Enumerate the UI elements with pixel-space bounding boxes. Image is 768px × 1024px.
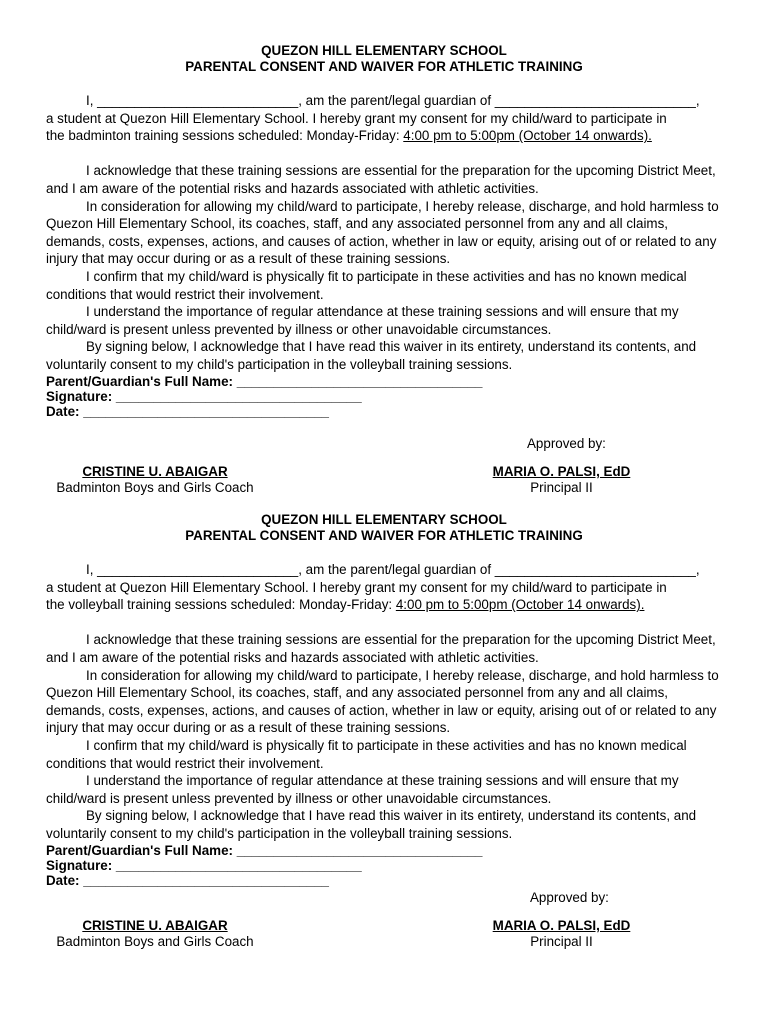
consent-form-badminton — [46, 43, 722, 516]
intro-line: I, ___________________________, am the parent/legal guardian of ___________________________, — [86, 562, 700, 577]
intro-line: a student at Quezon Hill Elementary School. I hereby grant my consent for my child/ward to participate in — [46, 579, 667, 595]
guardian-name-line: Parent/Guardian's Full Name: _________________________________ — [46, 373, 483, 389]
intro-line: a student at Quezon Hill Elementary School. I hereby grant my consent for my child/ward to participate in — [46, 110, 667, 126]
guardian-name-line: Parent/Guardian's Full Name: _________________________________ — [46, 842, 483, 858]
intro-line — [46, 127, 722, 145]
signature-line: Signature: _________________________________ — [46, 857, 362, 873]
schedule-text: 4:00 pm to 5:00pm (October 14 onwards). — [395, 597, 645, 613]
paragraph-acknowledge: I acknowledge that these training sessions are essential for the preparation for the upcoming District Meet, and I am aware of the potential risks and hazards associated with athletic activities. — [46, 632, 716, 665]
schedule-text: 4:00 pm to 5:00pm (October 14 onwards). — [403, 128, 652, 144]
coach-role: Badminton Boys and Girls Coach — [56, 934, 254, 950]
intro-line — [46, 596, 722, 614]
paragraph-consent: By signing below, I acknowledge that I have read this waiver in its entirety, understand its contents, and voluntarily consent to my child's participation in the volleyball training sessions. — [46, 339, 697, 372]
coach-role: Badminton Boys and Girls Coach — [56, 480, 254, 496]
form-title: PARENTAL CONSENT AND WAIVER FOR ATHLETIC TRAINING — [185, 528, 583, 543]
paragraph-consent: By signing below, I acknowledge that I have read this waiver in its entirety, understand its contents, and voluntarily consent to my child's participation in the volleyball training sessions. — [46, 808, 697, 841]
coach-name: CRISTINE U. ABAIGAR — [82, 464, 228, 480]
consent-form-volleyball — [46, 512, 722, 970]
school-name: QUEZON HILL ELEMENTARY SCHOOL — [261, 512, 507, 527]
paragraph-attendance: I understand the importance of regular attendance at these training sessions and will ensure that my child/ward is present unless prevented by illness or other unavoidable circumstances. — [46, 773, 679, 806]
coach-name: CRISTINE U. ABAIGAR — [82, 918, 228, 934]
principal-signatory — [476, 464, 647, 496]
sport-statement: the volleyball training sessions scheduled: Monday-Friday: — [46, 597, 396, 613]
signature-line: Signature: _________________________________ — [46, 388, 362, 404]
date-line: Date: _________________________________ — [46, 403, 329, 419]
principal-signatory — [476, 918, 647, 950]
coach-signatory — [46, 918, 264, 950]
paragraph-release: In consideration for allowing my child/ward to participate, I hereby release, discharge, and hold harmless to Quezon Hill Elementary School, its coaches, staff, and any associated personnel from any and all claims, demands, costs, expenses, actions, and causes of action, whether in law or equity, arising out of or related to any injury that may occur during or as a result of these training sessions. — [46, 198, 719, 267]
date-line: Date: _________________________________ — [46, 872, 329, 888]
principal-name: MARIA O. PALSI, EdD — [492, 464, 631, 480]
form-title: PARENTAL CONSENT AND WAIVER FOR ATHLETIC TRAINING — [185, 59, 583, 74]
coach-signatory — [46, 464, 264, 496]
approved-by-label: Approved by: — [530, 890, 609, 906]
approved-by-label: Approved by: — [527, 436, 606, 452]
paragraph-release: In consideration for allowing my child/ward to participate, I hereby release, discharge, and hold harmless to Quezon Hill Elementary School, its coaches, staff, and any associated personnel from any and all claims, demands, costs, expenses, actions, and causes of action, whether in law or equity, arising out of or related to any injury that may occur during or as a result of these training sessions. — [46, 667, 719, 736]
signatories — [46, 890, 722, 970]
sport-statement: the badminton training sessions scheduled: Monday-Friday: — [46, 128, 404, 144]
principal-role: Principal II — [530, 934, 593, 950]
principal-name: MARIA O. PALSI, EdD — [492, 918, 631, 934]
school-name: QUEZON HILL ELEMENTARY SCHOOL — [261, 43, 507, 58]
paragraph-fitness: I confirm that my child/ward is physically fit to participate in these activities and has no known medical conditions that would restrict their involvement. — [46, 268, 687, 302]
paragraph-acknowledge: I acknowledge that these training sessions are essential for the preparation for the upcoming District Meet, and I am aware of the potential risks and hazards associated with athletic activities. — [46, 163, 716, 196]
intro-line: I, ___________________________, am the parent/legal guardian of ___________________________, — [86, 93, 700, 108]
paragraph-attendance: I understand the importance of regular attendance at these training sessions and will ensure that my child/ward is present unless prevented by illness or other unavoidable circumstances. — [46, 304, 679, 337]
signatories — [46, 436, 722, 516]
principal-role: Principal II — [530, 480, 593, 496]
paragraph-fitness: I confirm that my child/ward is physically fit to participate in these activities and has no known medical conditions that would restrict their involvement. — [46, 737, 687, 771]
